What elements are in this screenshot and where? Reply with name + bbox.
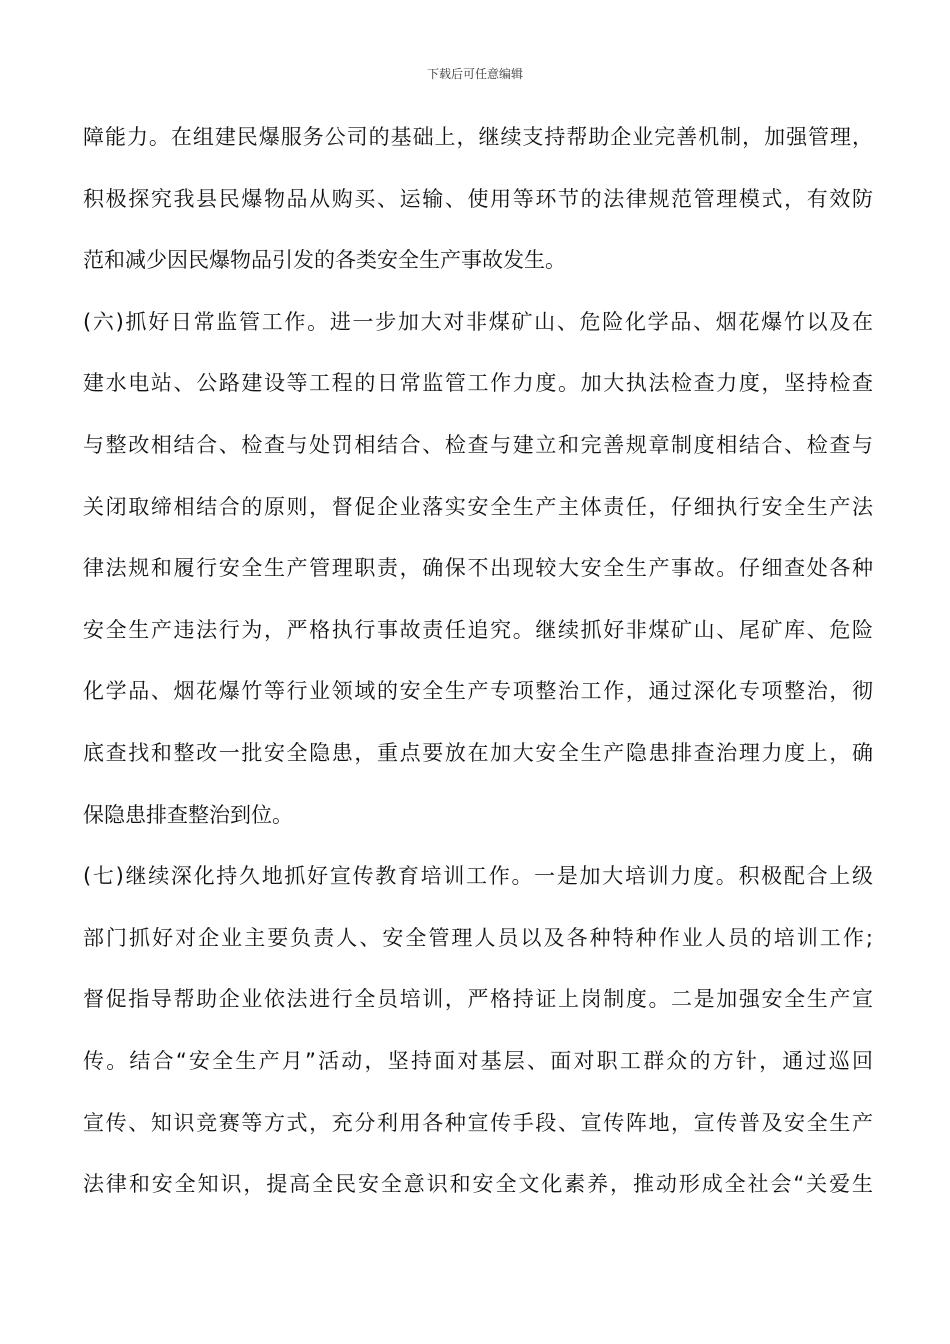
text-line: (七)继续深化持久地抓好宣传教育培训工作。一是加大培训力度。积极配合上级 — [83, 864, 873, 889]
text-line: 建水电站、公路建设等工程的日常监管工作力度。加大执法检查力度，坚持检查 — [83, 371, 873, 396]
text-line: 关闭取缔相结合的原则，督促企业落实安全生产主体责任，仔细执行安全生产法 — [83, 494, 873, 519]
text-line: 安全生产违法行为，严格执行事故责任追究。继续抓好非煤矿山、尾矿库、危险 — [83, 617, 873, 642]
text-line: 律法规和履行安全生产管理职责，确保不出现较大安全生产事故。仔细查处各种 — [83, 556, 873, 581]
text-line: 部门抓好对企业主要负责人、安全管理人员以及各种特种作业人员的培训工作; — [83, 925, 873, 950]
text-line: (六)抓好日常监管工作。进一步加大对非煤矿山、危险化学品、烟花爆竹以及在 — [83, 309, 873, 334]
document-body — [83, 107, 873, 1216]
text-line: 底查找和整改一批安全隐患，重点要放在加大安全生产隐患排查治理力度上，确 — [83, 740, 873, 765]
text-line: 督促指导帮助企业依法进行全员培训，严格持证上岗制度。二是加强安全生产宣 — [83, 987, 873, 1012]
page-header-note: 下载后可任意编辑 — [426, 67, 523, 81]
text-line: 法律和安全知识，提高全民安全意识和安全文化素养，推动形成全社会“关爱生 — [83, 1172, 873, 1197]
text-line: 宣传、知识竞赛等方式，充分利用各种宣传手段、宣传阵地，宣传普及安全生产 — [83, 1110, 873, 1135]
text-line: 化学品、烟花爆竹等行业领域的安全生产专项整治工作，通过深化专项整治，彻 — [83, 679, 873, 704]
text-line: 范和减少因民爆物品引发的各类安全生产事故发生。 — [83, 248, 566, 273]
text-line: 积极探究我县民爆物品从购买、运输、使用等环节的法律规范管理模式，有效防 — [83, 186, 873, 211]
text-line: 传。结合“安全生产月”活动，坚持面对基层、面对职工群众的方针，通过巡回 — [83, 1048, 873, 1073]
text-line: 障能力。在组建民爆服务公司的基础上，继续支持帮助企业完善机制，加强管理， — [83, 125, 873, 149]
text-line: 与整改相结合、检查与处罚相结合、检查与建立和完善规章制度相结合、检查与 — [83, 432, 873, 457]
text-line: 保隐患排查整治到位。 — [83, 802, 293, 827]
